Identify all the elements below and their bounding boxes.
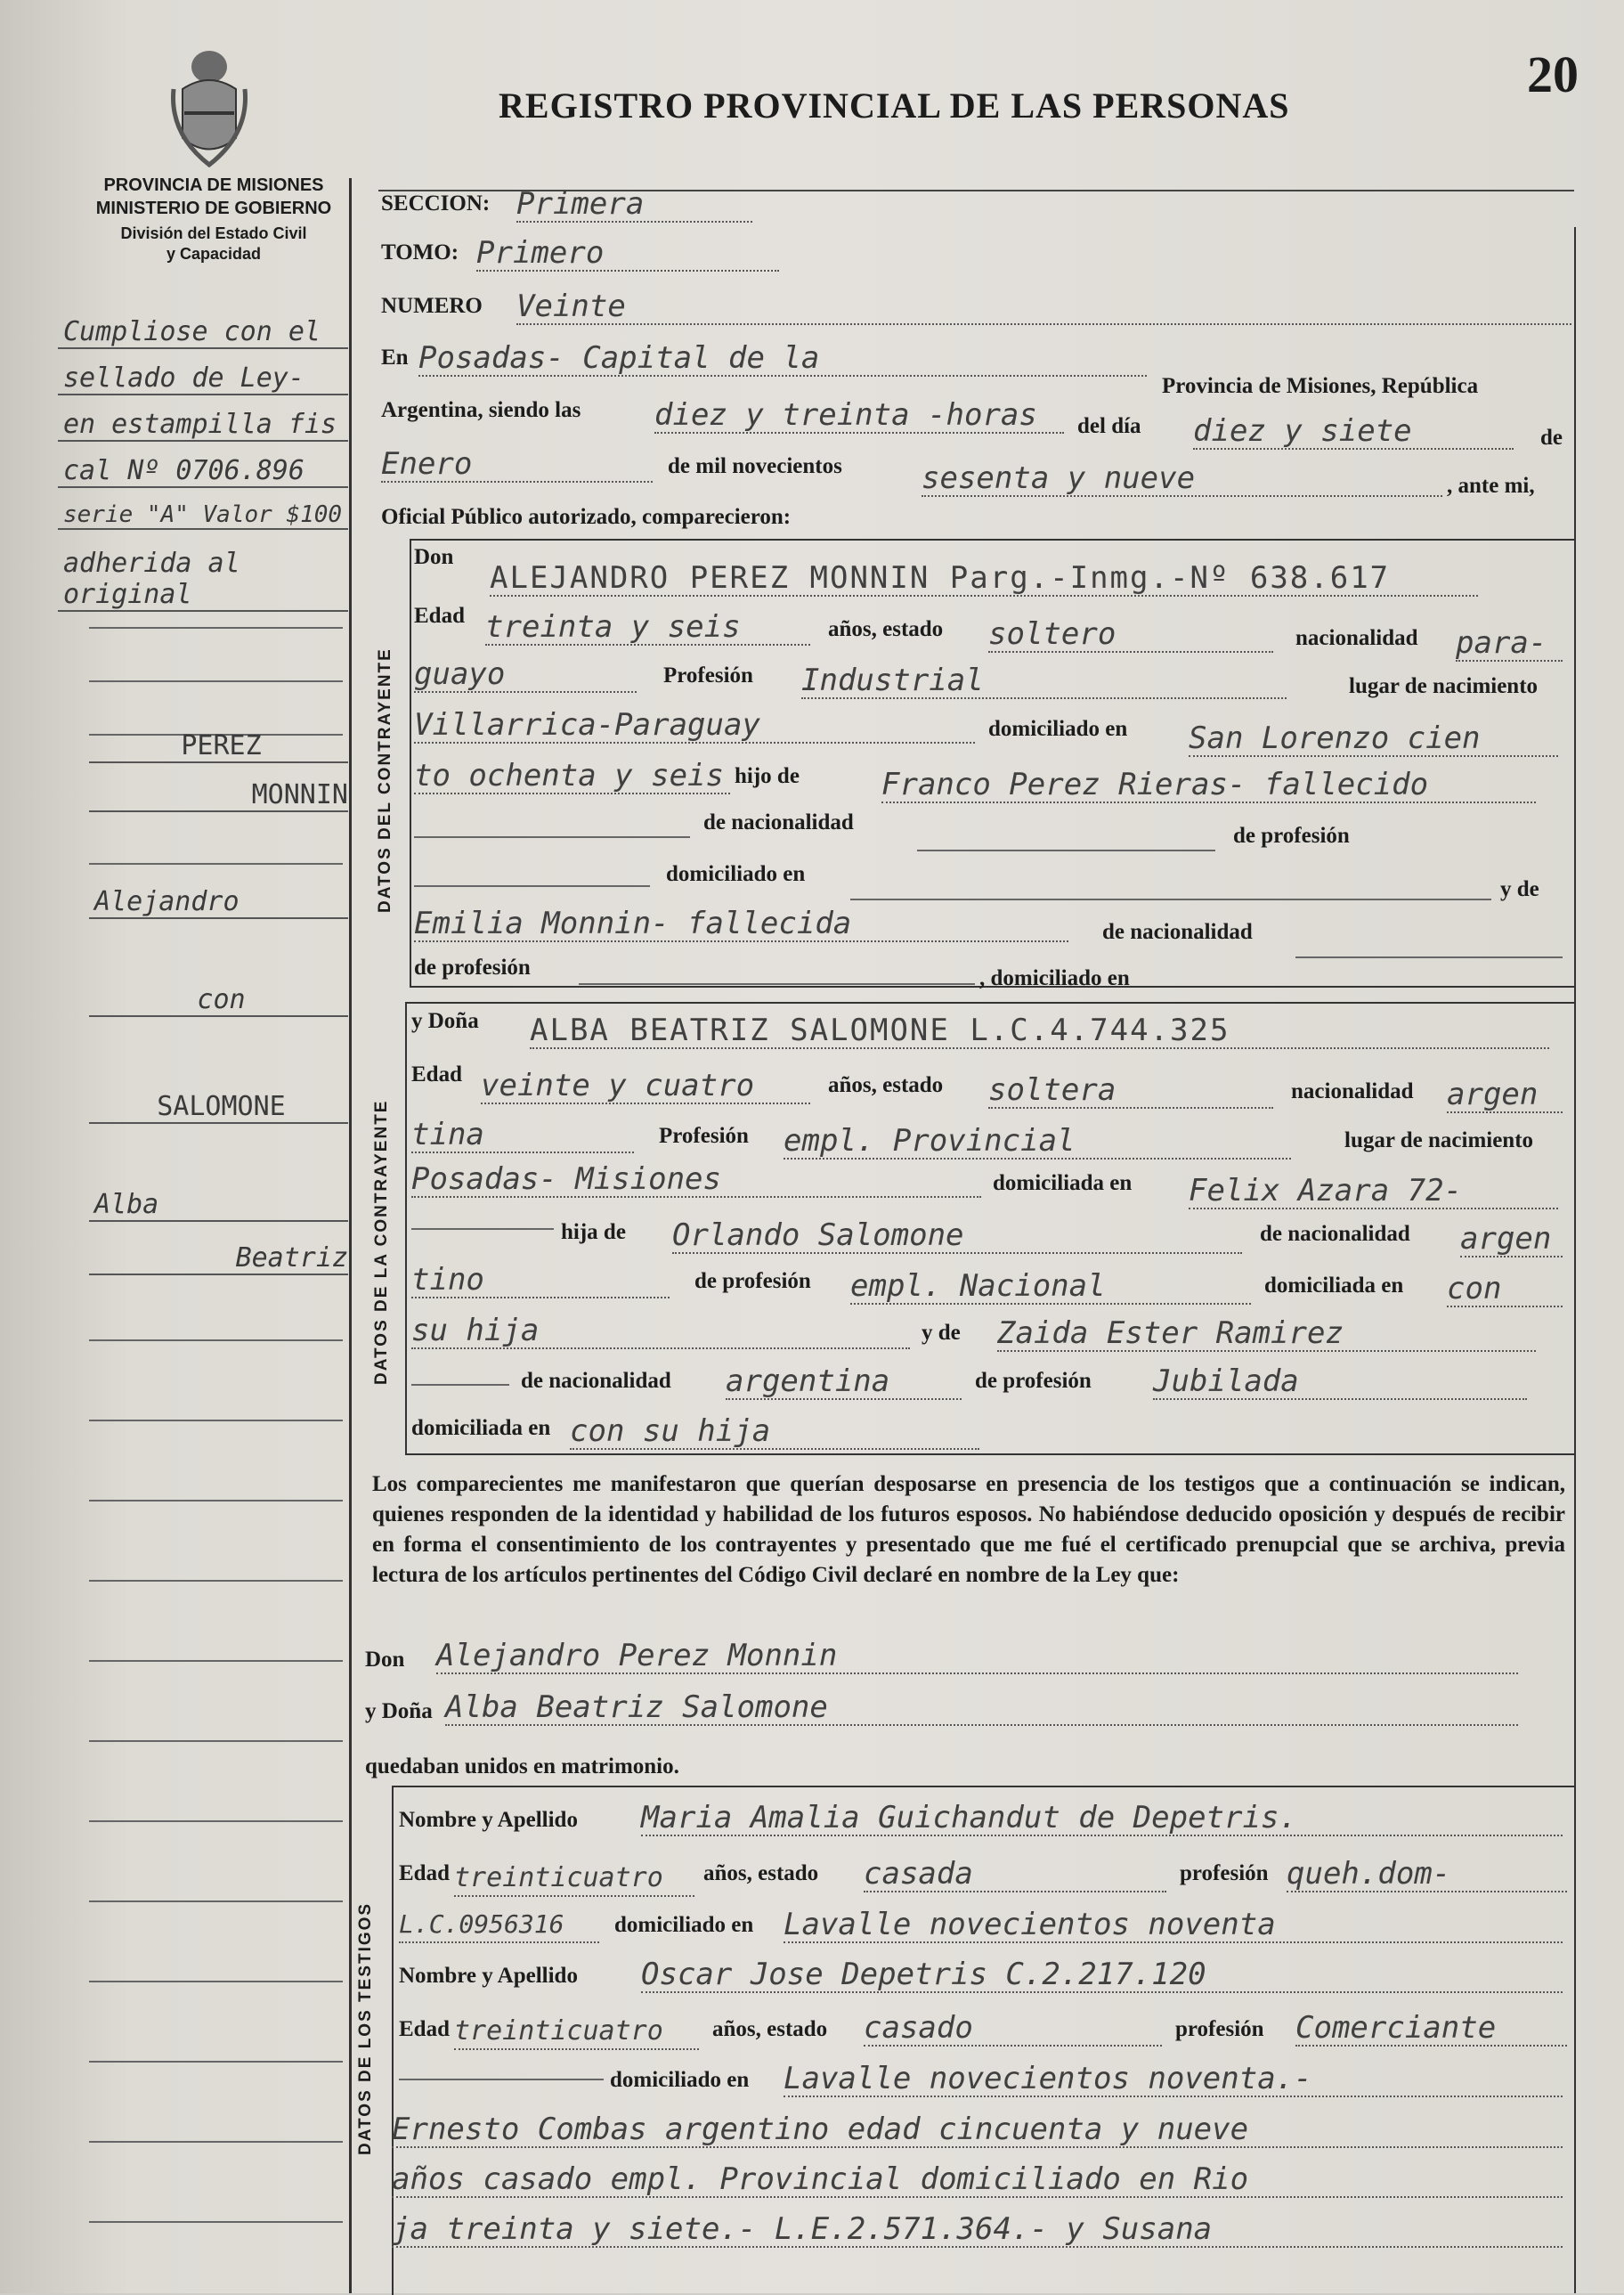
bride-father-dom-2: su hija	[411, 1314, 910, 1349]
decl-don-value: Alejandro Perez Monnin	[436, 1639, 1518, 1674]
margin-blank	[89, 1870, 343, 1902]
groom-father-value: Franco Perez Rieras- fallecido	[881, 768, 1536, 803]
bride-mother-prof: Jubilada	[1153, 1364, 1527, 1400]
anos-estado-t-label-2: años, estado	[712, 2017, 828, 2041]
bride-father-nac-2: tino	[411, 1263, 670, 1298]
w2-estado-value: casado	[864, 2011, 1162, 2047]
w1-doc-value: L.C.0956316	[399, 1908, 599, 1943]
bride-mother-dom: con su hija	[570, 1414, 979, 1450]
page-number: 20	[1527, 45, 1579, 103]
numero-value: Veinte	[516, 289, 1571, 325]
margin-note: en estampilla fis	[58, 409, 348, 442]
witnesses-section-title: DATOS DE LOS TESTIGOS	[356, 1901, 375, 2155]
lugar-label: lugar de nacimiento	[1349, 674, 1539, 698]
anos-estado-t-label: años, estado	[703, 1861, 819, 1885]
de-nacionalidad-label-4: de nacionalidad	[521, 1369, 671, 1393]
hija-de-label: hija de	[561, 1220, 626, 1244]
margin-blank	[89, 1950, 343, 1982]
edad-label-2: Edad	[411, 1062, 462, 1086]
blank-line	[414, 855, 650, 887]
coat-of-arms-icon	[165, 36, 254, 169]
nacionalidad-label-2: nacionalidad	[1291, 1079, 1414, 1103]
decl-dona-value: Alba Beatriz Salomone	[445, 1690, 1518, 1726]
y-dona-label-2: y Doña	[365, 1699, 433, 1723]
bride-nac-value-1: argen	[1447, 1078, 1563, 1113]
bride-estado-value: soltera	[988, 1073, 1273, 1109]
dia-value: diez y siete	[1193, 414, 1514, 450]
bride-father-prof: empl. Nacional	[850, 1269, 1251, 1305]
seccion-value: Primera	[516, 187, 752, 223]
tomo-label: TOMO:	[381, 240, 459, 264]
extra-line-1: Ernesto Combas argentino edad cincuenta y nueve	[392, 2112, 1563, 2148]
margin-given-name-3: Beatriz	[89, 1242, 348, 1275]
provincia-label: Provincia de Misiones, República	[1162, 374, 1479, 398]
issuer-line-4: y Capacidad	[166, 245, 262, 263]
margin-blank	[89, 650, 343, 682]
bride-name-value: ALBA BEATRIZ SALOMONE L.C.4.744.325	[530, 1013, 1549, 1049]
margin-note: sellado de Ley-	[58, 362, 348, 395]
groom-nac-value-2: guayo	[414, 657, 637, 693]
margin-blank	[89, 1550, 343, 1582]
de-mil-label: de mil novecientos	[668, 454, 842, 478]
margin-surname-1: PEREZ	[89, 730, 348, 763]
domiciliado-en-label: domiciliado en	[988, 717, 1128, 741]
domiciliada-en-label-3: domiciliada en	[411, 1416, 551, 1440]
bride-prof-value: empl. Provincial	[784, 1124, 1291, 1160]
de-profesion-label: de profesión	[1233, 824, 1350, 848]
groom-birth-value: Villarrica-Paraguay	[414, 708, 975, 744]
margin-blank	[89, 1630, 343, 1662]
w2-dom-value: Lavalle novecientos noventa.-	[784, 2062, 1563, 2097]
margin-note: cal Nº 0706.896	[58, 455, 348, 488]
hijo-de-label: hijo de	[735, 764, 800, 788]
domiciliado-en-label-3: , domiciliado en	[979, 966, 1130, 990]
lugar-value: Posadas- Capital de la	[418, 341, 1147, 377]
groom-dom-value-2: to ochenta y seis	[414, 759, 730, 794]
profesion-label: Profesión	[663, 663, 753, 688]
de-profesion-label-2: de profesión	[414, 956, 531, 980]
ante-mi-label: , ante mi,	[1447, 474, 1535, 498]
groom-estado-value: soltero	[988, 617, 1273, 653]
issuer-line-2: MINISTERIO DE GOBIERNO	[95, 199, 332, 218]
de-profesion-label-3: de profesión	[694, 1269, 811, 1293]
w1-dom-value: Lavalle novecientos noventa	[784, 1908, 1563, 1943]
blank-line	[414, 806, 690, 838]
don-label-2: Don	[365, 1648, 405, 1672]
anio-value: sesenta y nueve	[922, 461, 1442, 497]
w1-prof-value: queh.dom-	[1287, 1857, 1567, 1892]
issuer-line-1: PROVINCIA DE MISIONES	[103, 175, 324, 195]
margin-note: adherida al original	[58, 548, 348, 612]
blank-line	[579, 953, 975, 985]
bride-birth-value: Posadas- Misiones	[411, 1162, 981, 1198]
anos-estado-label-2: años, estado	[828, 1073, 944, 1097]
groom-section-title: DATOS DEL CONTRAYENTE	[376, 647, 394, 913]
argentina-label: Argentina, siendo las	[381, 398, 581, 422]
margin-blank	[89, 1389, 343, 1421]
oficial-label: Oficial Público autorizado, comparecieron:	[381, 505, 792, 529]
y-de-label-2: y de	[922, 1321, 961, 1345]
blank-line	[917, 819, 1215, 851]
domiciliado-t-label: domiciliado en	[614, 1913, 754, 1937]
declaration-paragraph: Los comparecientes me manifestaron que querían desposarse en presencia de los testigos que a continuación se indican, quienes responden de la identidad y habilidad de los futuros esposos. No habiéndose deducido oposición y después de recibir en forma el consentimiento de los contrayentes y presentado que me fué el certificado prenupcial que se archiva, previa lectura de los artículos pertinentes del Código Civil declaré en nombre de la Ley que:	[372, 1472, 1565, 1587]
de-nacionalidad-label-3: de nacionalidad	[1260, 1222, 1410, 1246]
y-de-label: y de	[1500, 877, 1539, 901]
lugar-label-2: lugar de nacimiento	[1344, 1128, 1534, 1152]
bride-mother-nac: argentina	[726, 1364, 962, 1400]
extra-line-3: ja treinta y siete.- L.E.2.571.364.- y Susana	[392, 2212, 1563, 2248]
margin-blank	[89, 2191, 343, 2223]
margin-surname-2: MONNIN	[89, 779, 348, 812]
blank-line	[1295, 926, 1563, 958]
en-label: En	[381, 346, 409, 370]
margin-surname-3: SALOMONE	[89, 1091, 348, 1124]
extra-line-2: años casado empl. Provincial domiciliado en Rio	[392, 2162, 1563, 2198]
w1-age-value: treinticuatro	[454, 1861, 694, 1897]
w2-name-value: Oscar Jose Depetris C.2.217.120	[641, 1957, 1563, 1993]
margin-blank	[89, 1469, 343, 1502]
mes-value: Enero	[381, 447, 653, 483]
bride-father-value: Orlando Salomone	[672, 1218, 1242, 1254]
margin-note: serie "A" Valor $100	[58, 501, 348, 530]
margin-con: con	[89, 984, 348, 1017]
quedaban-label: quedaban unidos en matrimonio.	[365, 1754, 679, 1778]
w1-name-value: Maria Amalia Guichandut de Depetris.	[641, 1801, 1563, 1836]
hora-value: diez y treinta -horas	[654, 398, 1064, 434]
margin-blank	[89, 597, 343, 629]
de-nacionalidad-label: de nacionalidad	[703, 810, 854, 834]
nacionalidad-label: nacionalidad	[1295, 626, 1418, 650]
issuer-line-3: División del Estado Civil	[120, 224, 307, 242]
nombre-apellido-label-2: Nombre y Apellido	[399, 1964, 578, 1988]
blank-line	[411, 1354, 509, 1386]
de-profesion-label-4: de profesión	[975, 1369, 1092, 1393]
groom-name-value: ALEJANDRO PEREZ MONNIN Parg.-Inmg.-Nº 638.617	[490, 561, 1478, 597]
margin-blank	[89, 1790, 343, 1822]
edad-t-label-2: Edad	[399, 2017, 450, 2041]
margin-blank	[89, 833, 343, 865]
margin-divider	[349, 178, 352, 2293]
del-dia-label: del día	[1077, 414, 1141, 438]
y-dona-label: y Doña	[411, 1009, 479, 1033]
bride-nac-value-2: tina	[411, 1118, 634, 1153]
margin-blank	[89, 1309, 343, 1341]
edad-t-label: Edad	[399, 1861, 450, 1885]
bride-mother-value: Zaida Ester Ramirez	[997, 1316, 1536, 1352]
nombre-apellido-label: Nombre y Apellido	[399, 1808, 578, 1832]
don-label: Don	[414, 545, 454, 569]
blank-line	[411, 1198, 554, 1230]
margin-given-name: Alejandro	[89, 886, 348, 919]
margin-blank	[89, 2111, 343, 2143]
profesion-t-label: profesión	[1180, 1861, 1269, 1885]
domiciliado-t-label-2: domiciliado en	[610, 2068, 750, 2092]
w2-prof-value: Comerciante	[1295, 2011, 1567, 2047]
groom-prof-value: Industrial	[801, 663, 1287, 699]
bride-age-value: veinte y cuatro	[481, 1069, 810, 1104]
profesion-t-label-2: profesión	[1175, 2017, 1264, 2041]
w1-estado-value: casada	[864, 1857, 1166, 1892]
tomo-value: Primero	[476, 236, 779, 272]
domiciliado-en-label-2: domiciliado en	[666, 862, 806, 886]
de-nacionalidad-label-2: de nacionalidad	[1102, 920, 1253, 944]
margin-note: Cumpliose con el	[58, 316, 348, 349]
de-label: de	[1540, 426, 1563, 450]
domiciliada-en-label: domiciliada en	[993, 1171, 1133, 1195]
bride-father-nac-1: argen	[1460, 1222, 1563, 1257]
margin-blank	[89, 2031, 343, 2063]
groom-nac-value-1: para-	[1456, 626, 1563, 662]
bride-section-title: DATOS DE LA CONTRAYENTE	[372, 1099, 391, 1385]
groom-dom-value-1: San Lorenzo cien	[1189, 721, 1558, 757]
numero-label: NUMERO	[381, 294, 483, 318]
bride-dom-value: Felix Azara 72-	[1189, 1174, 1558, 1209]
groom-age-value: treinta y seis	[485, 610, 810, 646]
bride-father-dom-1: con	[1447, 1272, 1563, 1307]
margin-given-name-2: Alba	[89, 1189, 348, 1222]
margin-blank	[89, 1710, 343, 1742]
page-title: REGISTRO PROVINCIAL DE LAS PERSONAS	[499, 85, 1290, 126]
domiciliada-en-label-2: domiciliada en	[1264, 1274, 1404, 1298]
groom-mother-value: Emilia Monnin- fallecida	[414, 907, 1068, 942]
blank-line	[399, 2048, 604, 2080]
blank-line	[850, 868, 1491, 900]
profesion-label-2: Profesión	[659, 1124, 749, 1148]
edad-label: Edad	[414, 604, 465, 628]
seccion-label: SECCION:	[381, 191, 491, 216]
w2-age-value: treinticuatro	[454, 2014, 699, 2050]
anos-estado-label: años, estado	[828, 617, 944, 641]
